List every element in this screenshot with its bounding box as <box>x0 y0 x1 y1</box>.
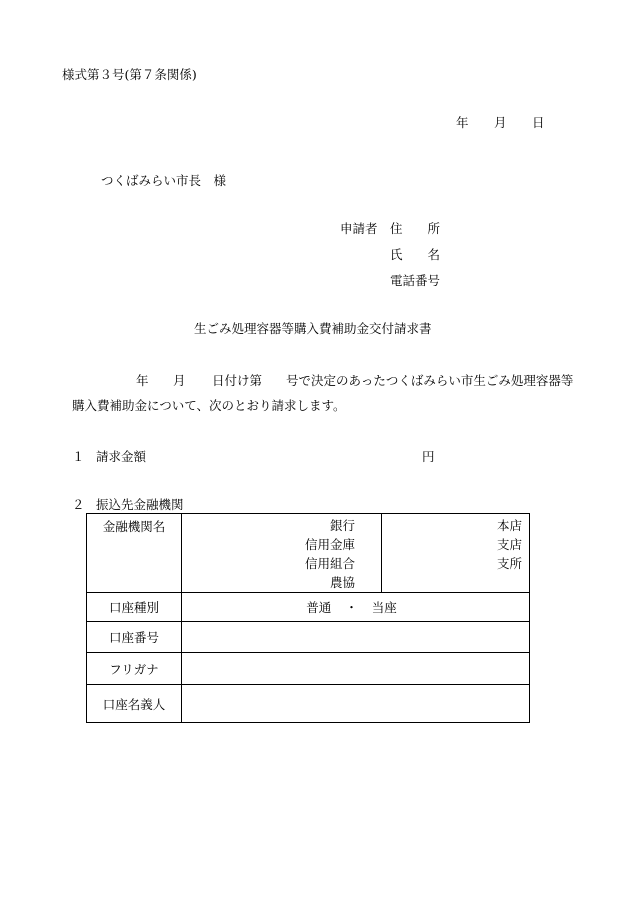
item1-number: １ <box>72 449 85 464</box>
item1-label: 請求金額 <box>96 449 147 464</box>
account-holder-cell[interactable] <box>182 685 530 723</box>
applicant-label: 申請者 <box>340 221 378 236</box>
addressee: つくばみらい市長 様 <box>101 173 227 188</box>
applicant-name-label: 氏 名 <box>390 247 441 262</box>
branch-type-head: 本店 <box>496 518 522 533</box>
account-type-cell[interactable] <box>182 593 530 622</box>
institution-type-bank: 銀行 <box>329 518 355 533</box>
furigana-label: フリガナ <box>87 653 182 685</box>
item2-number: ２ <box>72 497 85 512</box>
account-holder-label: 口座名義人 <box>87 685 182 723</box>
body-line1-rest: 号で決定のあったつくばみらい市生ごみ処理容器等 <box>286 373 574 388</box>
institution-type-credit-union: 信用組合 <box>304 556 355 571</box>
account-type-current[interactable]: 当座 <box>371 600 397 615</box>
institution-type-ja: 農協 <box>329 575 355 590</box>
branch-type-office: 支所 <box>496 556 522 571</box>
account-number-cell[interactable] <box>182 622 530 653</box>
account-type-label: 口座種別 <box>87 593 182 622</box>
account-number-label: 口座番号 <box>87 622 182 653</box>
bank-table <box>86 513 530 723</box>
document-title: 生ごみ処理容器等購入費補助金交付請求書 <box>194 321 432 336</box>
form-number: 様式第３号(第７条関係) <box>62 67 197 82</box>
body-dated: 日付け第 <box>212 373 263 388</box>
body-line2: 購入費補助金について、次のとおり請求します。 <box>72 398 346 413</box>
branch-type-branch: 支店 <box>496 537 522 552</box>
item1-unit: 円 <box>422 449 435 464</box>
body-month: 月 <box>173 373 186 388</box>
item2-label: 振込先金融機関 <box>96 497 184 512</box>
date-year-label: 年 <box>456 115 469 130</box>
account-type-ordinary[interactable]: 普通 <box>306 600 332 615</box>
institution-name-cell[interactable] <box>182 514 382 593</box>
account-type-separator: ・ <box>345 600 358 615</box>
applicant-address-label: 住 所 <box>390 221 441 236</box>
date-day-label: 日 <box>532 115 545 130</box>
date-month-label: 月 <box>494 115 507 130</box>
branch-name-cell[interactable] <box>382 514 530 593</box>
body-year: 年 <box>136 373 149 388</box>
furigana-cell[interactable] <box>182 653 530 685</box>
applicant-phone-label: 電話番号 <box>390 273 441 288</box>
institution-header: 金融機関名 <box>87 514 182 593</box>
institution-type-shinkin: 信用金庫 <box>304 537 355 552</box>
